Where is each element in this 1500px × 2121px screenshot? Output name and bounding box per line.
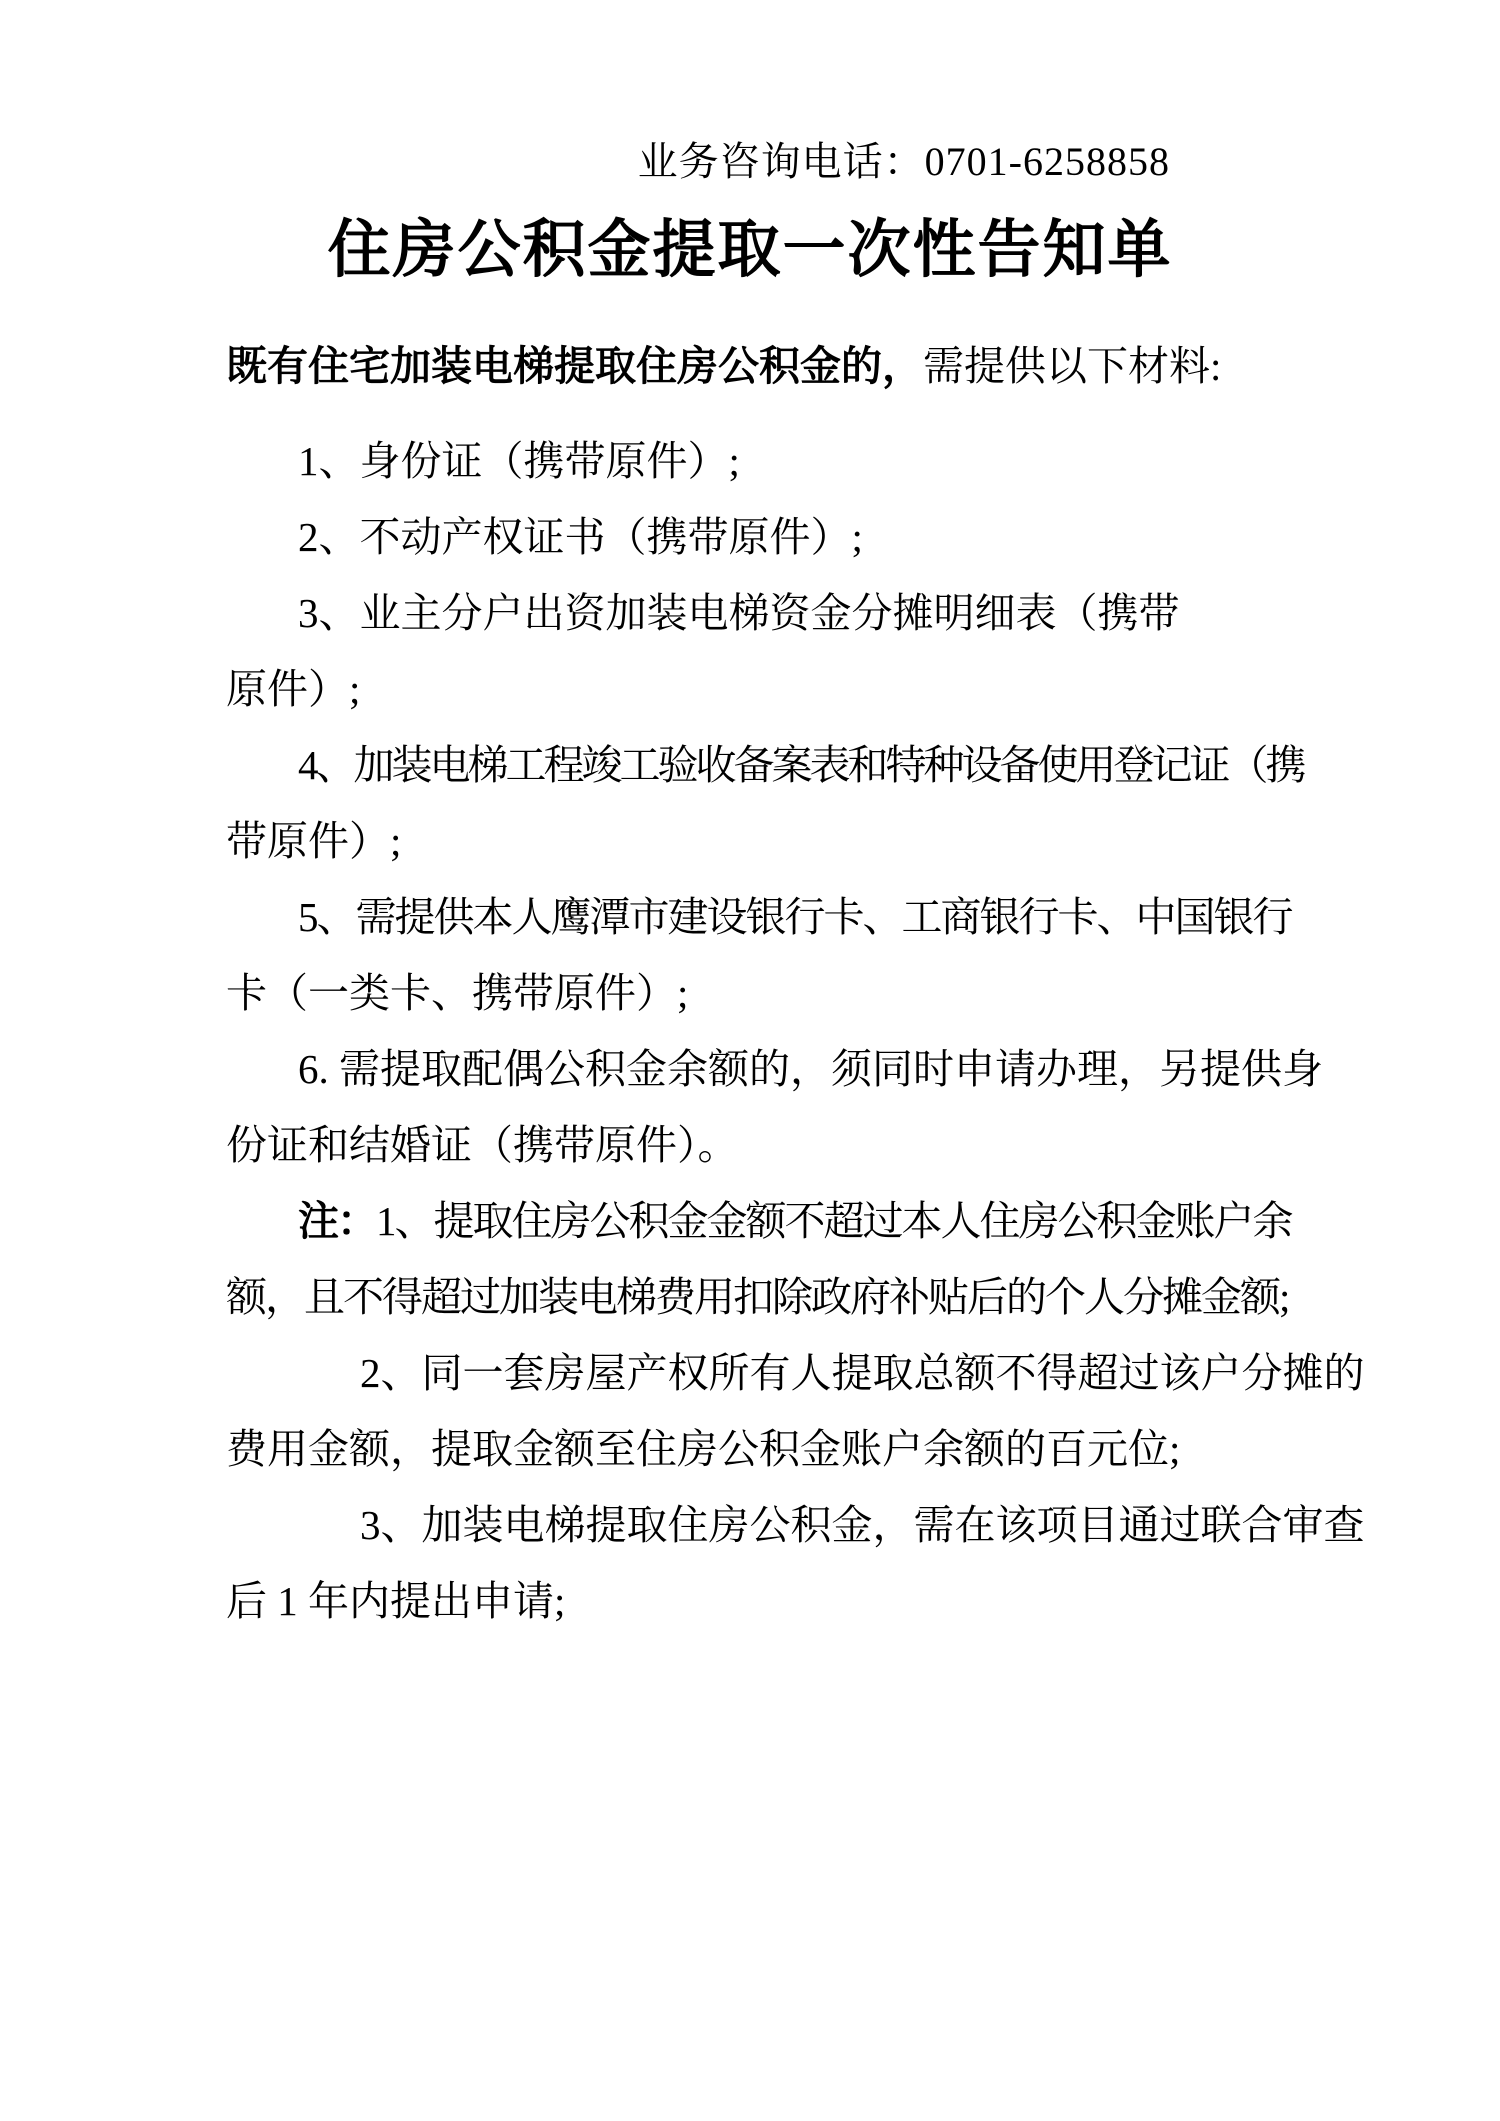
note-text: 1、提取住房公积金金额不超过本人住房公积金账户余 bbox=[376, 1198, 1292, 1244]
notes-section bbox=[226, 1183, 1365, 1639]
document-body bbox=[0, 328, 1500, 1639]
list-item: 5、需提供本人鹰潭市建设银行卡、工商银行卡、中国银行 bbox=[298, 894, 1292, 940]
note-continuation: 后 1 年内提出申请; bbox=[226, 1578, 566, 1624]
list-item-continuation: 份证和结婚证（携带原件）。 bbox=[226, 1122, 739, 1168]
materials-list bbox=[226, 423, 1325, 1183]
page-title: 住房公积金提取一次性告知单 bbox=[327, 215, 1173, 285]
list-item: 3、业主分户出资加装电梯资金分摊明细表（携带 bbox=[298, 590, 1180, 636]
note-continuation: 费用金额，提取金额至住房公积金账户余额的百元位; bbox=[226, 1426, 1181, 1472]
note-label: 注： bbox=[298, 1198, 376, 1244]
intro-bold-text: 既有住宅加装电梯提取住房公积金的， bbox=[226, 343, 923, 389]
list-item: 2、不动产权证书（携带原件）; bbox=[298, 514, 863, 560]
intro-paragraph bbox=[226, 328, 1325, 404]
note-continuation: 额，且不得超过加装电梯费用扣除政府补贴后的个人分摊金额; bbox=[226, 1274, 1289, 1320]
list-item: 1、身份证（携带原件）; bbox=[298, 438, 740, 484]
list-item-continuation: 带原件）; bbox=[226, 818, 402, 864]
note-item bbox=[226, 1183, 1325, 1259]
list-item: 6. 需提取配偶公积金余额的，须同时申请办理，另提供身 bbox=[298, 1046, 1323, 1092]
note-item: 3、加装电梯提取住房公积金，需在该项目通过联合审查 bbox=[360, 1502, 1365, 1548]
intro-regular-text: 需提供以下材料: bbox=[923, 343, 1222, 389]
business-phone-line: 业务咨询电话：0701-6258858 bbox=[637, 139, 1170, 184]
list-item-continuation: 卡（一类卡、携带原件）; bbox=[226, 970, 689, 1016]
note-item: 2、同一套房屋产权所有人提取总额不得超过该户分摊的 bbox=[360, 1350, 1365, 1396]
list-item: 4、加装电梯工程竣工验收备案表和特种设备使用登记证（携 bbox=[298, 742, 1304, 788]
list-item-continuation: 原件）; bbox=[226, 666, 361, 712]
